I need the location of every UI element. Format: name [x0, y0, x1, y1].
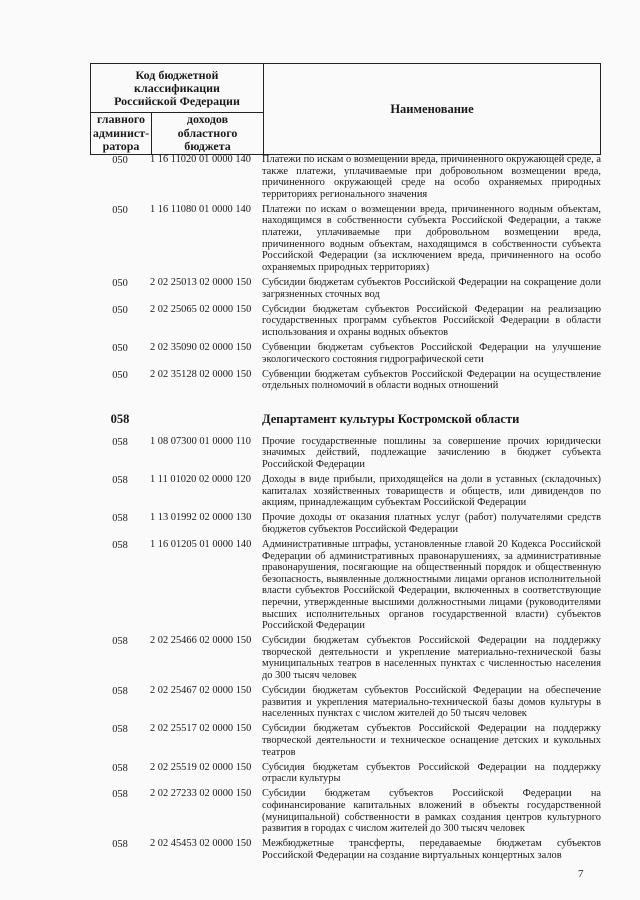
table-row	[90, 762, 601, 785]
name-cell: Субвенции бюджетам субъектов Российской Федерации на осуществление отдельных полномочий в области водных отношений	[262, 368, 601, 392]
rows-group-b	[90, 436, 601, 862]
budget-code-cell: 1 11 01020 02 0000 120	[150, 474, 251, 486]
budget-code-cell: 2 02 25065 02 0000 150	[150, 303, 252, 315]
header-line: Российской Федерации	[114, 93, 240, 108]
budget-code-cell: 1 16 01205 01 0000 140	[150, 539, 252, 551]
admin-code-cell: 058	[112, 513, 128, 525]
budget-code-cell: 2 02 25517 02 0000 150	[150, 723, 252, 735]
name-cell: Платежи по искам о возмещении вреда, причиненного окружающей среде, а также платежи, уплачиваемые при добровольном возмещении вреда, причиненного окружающей среде на особо охраняемых природных территориях регионального значения	[262, 154, 601, 200]
header-line: Код бюджетной	[135, 67, 219, 82]
table-row	[90, 723, 601, 758]
header-line: бюджета	[184, 139, 231, 154]
budget-code-cell: 2 02 25013 02 0000 150	[150, 276, 252, 288]
header-line: классификации	[134, 80, 220, 95]
admin-code-cell: 058	[112, 636, 128, 648]
admin-code-cell: 058	[112, 686, 128, 698]
name-column-header: Наименование	[264, 64, 601, 155]
name-cell: Субсидии бюджетам субъектов Российской Федерации на реализацию государственных программ субъектов Российской Федерации в области использования и охраны водных объектов	[262, 303, 601, 338]
header-line: ратора	[102, 139, 140, 154]
table-row	[90, 838, 601, 861]
budget-code-cell: 2 02 35090 02 0000 150	[150, 341, 252, 353]
table-row	[90, 512, 601, 535]
admin-code-cell: 058	[112, 839, 128, 851]
department-code: 058	[110, 411, 130, 426]
budget-code-cell: 1 16 11020 01 0000 140	[150, 154, 251, 165]
budget-code-cell: 2 02 27233 02 0000 150	[150, 788, 252, 800]
name-cell: Субсидии бюджетам субъектов Российской Федерации на обеспечение развития и укрепления материально-технической базы домов культуры в населенных пунктах с числом жителей до 50 тысяч человек	[262, 685, 601, 720]
admin-code-cell: 050	[112, 304, 128, 316]
budget-code-group-header	[91, 64, 264, 113]
budget-code-cell: 1 13 01992 02 0000 130	[150, 512, 252, 524]
budget-code-cell: 2 02 35128 02 0000 150	[150, 368, 252, 380]
rows-group-a	[90, 154, 601, 392]
header-line: главного	[96, 112, 146, 127]
name-cell: Доходы в виде прибыли, приходящейся на доли в уставных (складочных) капиталах хозяйственных товариществ и обществ, или дивидендов по акциям, принадлежащим субъектам Российской Федерации	[262, 474, 601, 509]
name-cell: Межбюджетные трансферты, передаваемые бюджетам субъектов Российской Федерации на создание виртуальных концертных залов	[262, 838, 601, 861]
table-header	[90, 63, 601, 155]
admin-code-cell: 050	[112, 342, 128, 354]
budget-code-cell: 1 08 07300 01 0000 110	[150, 435, 251, 447]
name-cell: Платежи по искам о возмещении вреда, причиненного водным объектам, находящимся в собственности субъекта Российской Федерации, а также платежи, уплачиваемые при добровольном возмещении вреда, причиненного водным объектам, находящимся в собственности субъекта Российской Федерации (за исключением вреда, причиненного на особо охраняемых природных территориях)	[262, 203, 601, 273]
admin-code-cell: 050	[112, 155, 128, 166]
budget-code-cell: 2 02 25466 02 0000 150	[150, 635, 252, 647]
table-row	[90, 436, 601, 471]
name-cell: Субсидии бюджетам субъектов Российской Федерации на поддержку творческой деятельности и укрепление материально-технической базы муниципальных театров в населенных пунктах с численностью населения до 300 тысяч человек	[262, 635, 601, 682]
name-cell: Субсидии бюджетам субъектов Российской Федерации на поддержку творческой деятельности и техническое оснащение детских и кукольных театров	[262, 723, 601, 758]
table-row	[90, 635, 601, 681]
table-row	[90, 342, 601, 365]
name-cell: Субвенции бюджетам субъектов Российской Федерации на улучшение экологического состояния гидрографической сети	[262, 341, 601, 365]
admin-code-cell: 058	[112, 724, 128, 736]
budget-code-cell: 2 02 45453 02 0000 150	[150, 838, 252, 850]
budget-code-cell: 1 16 11080 01 0000 140	[150, 203, 251, 215]
name-cell: Субсидии бюджетам субъектов Российской Федерации на софинансирование капитальных вложений в объекты государственной (муниципальной) собственности в рамках создания центров культурного развития в городах с числом жителей до 300 тысяч человек	[262, 788, 601, 835]
header-line: админист-	[92, 125, 150, 140]
table-row	[90, 474, 601, 509]
name-cell: Субсидии бюджетам субъектов Российской Федерации на сокращение доли загрязненных сточных вод	[262, 276, 601, 300]
department-name: Департамент культуры Костромской области	[262, 411, 520, 426]
admin-column-header	[91, 113, 152, 155]
name-cell: Прочие государственные пошлины за совершение прочих юридически значимых действий, подлежащие зачислению в бюджет субъекта Российской Федерации	[262, 435, 601, 470]
table-row	[90, 154, 601, 200]
admin-code-cell: 050	[112, 277, 128, 289]
admin-code-cell: 058	[112, 436, 128, 448]
table-row	[90, 369, 601, 392]
admin-code-cell: 058	[112, 762, 128, 774]
table-row	[90, 539, 601, 632]
table-row	[90, 304, 601, 339]
name-cell: Административные штрафы, установленные главой 20 Кодекса Российской Федерации об административных правонарушениях, за административные правонарушения, посягающие на общественный порядок и общественную безопасность, выявленные должностными лицами органов исполнительной власти субъектов Российской Федерации, включенных в соответствующие перечни, утвержденные высшими должностными лицами (руководителями высших исполнительных органов государственной власти) субъектов Российской Федерации	[262, 539, 601, 632]
admin-code-cell: 050	[112, 204, 128, 216]
table-row	[90, 277, 601, 300]
budget-code-cell: 2 02 25467 02 0000 150	[150, 685, 252, 697]
table-row	[90, 685, 601, 720]
name-cell: Прочие доходы от оказания платных услуг (работ) получателями средств бюджетов субъектов Российской Федерации	[262, 512, 601, 535]
page-number: 7	[578, 868, 584, 880]
name-cell: Субсидия бюджетам субъектов Российской Федерации на поддержку отрасли культуры	[262, 761, 601, 785]
admin-code-cell: 058	[112, 789, 128, 801]
admin-code-cell: 050	[112, 369, 128, 381]
admin-code-cell: 058	[112, 540, 128, 552]
table-body	[90, 154, 601, 865]
department-row	[90, 412, 601, 427]
table-row	[90, 204, 601, 274]
revenue-column-header	[152, 113, 264, 155]
table-row	[90, 788, 601, 834]
header-line: областного	[177, 125, 238, 140]
header-line: доходов	[186, 112, 229, 127]
budget-code-cell: 2 02 25519 02 0000 150	[150, 761, 252, 773]
admin-code-cell: 058	[112, 475, 128, 487]
